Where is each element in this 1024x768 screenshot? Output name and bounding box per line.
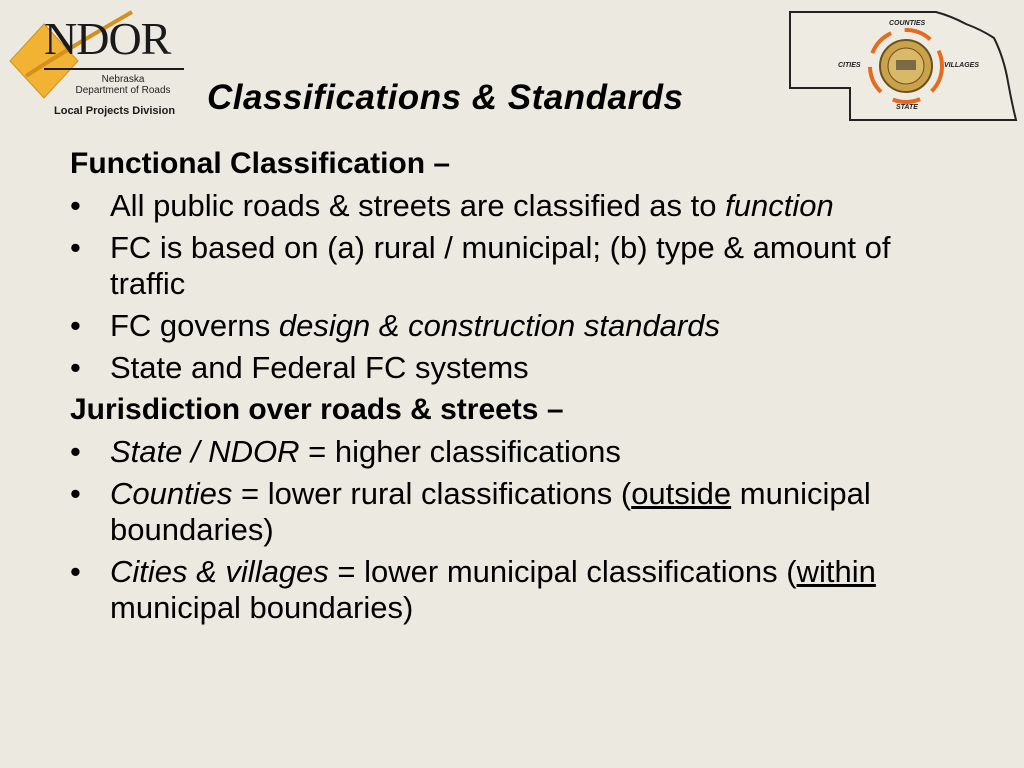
map-label-counties: COUNTIES [889,20,926,27]
bullet-icon: • [70,434,81,469]
logo-divider [44,68,184,70]
logo-subtitle [68,74,178,96]
bullet-icon: • [70,188,81,223]
bullet-item [70,554,970,626]
functional-classification-list [70,188,970,386]
logo-subtitle-line2: Department of Roads [75,85,171,96]
bullet-text: = lower rural classifications ( [232,476,632,511]
bullet-text: State and Federal FC systems [110,350,529,385]
bullet-text: = higher classifications [299,434,621,469]
bullet-emphasis: function [725,188,834,223]
bullet-emphasis: Cities & villages [110,554,329,589]
bullet-item [70,308,970,344]
bullet-item [70,350,970,386]
slide-body [70,146,970,632]
functional-classification-heading: Functional Classification – [70,147,451,180]
bullet-underline: outside [631,476,732,511]
bullet-icon: • [70,554,81,589]
logo-wordmark: NDOR [44,13,171,64]
jurisdiction-heading: Jurisdiction over roads & streets – [70,393,564,426]
bullet-emphasis: design & construction standards [278,308,720,343]
bullet-emphasis: State / NDOR [110,434,300,469]
bullet-icon: • [70,230,81,265]
division-label: Local Projects Division [54,105,176,117]
bullet-text-end: municipal boundaries) [110,476,871,547]
logo-subtitle-line1: Nebraska [101,74,145,85]
nebraska-map-graphic [786,8,1018,124]
bullet-text: FC governs [110,308,279,343]
bullet-icon: • [70,308,81,343]
bullet-text: All public roads & streets are classified as to [110,188,726,223]
map-label-cities: CITIES [838,62,861,69]
bullet-icon: • [70,476,81,511]
bullet-emphasis: Counties [110,476,233,511]
bullet-item [70,188,970,224]
map-label-villages: VILLAGES [944,62,980,69]
bullet-underline: within [796,554,876,589]
bullet-text: FC is based on (a) rural / municipal; (b) type & amount of traffic [110,230,891,301]
jurisdiction-list [70,434,970,626]
map-label-state: STATE [896,104,918,111]
bullet-item [70,230,970,302]
slide-title: Classifications & Standards [207,78,684,117]
bullet-text: = lower municipal classifications ( [328,554,797,589]
bullet-icon: • [70,350,81,385]
bullet-item [70,476,970,548]
bullet-item [70,434,970,470]
bullet-text-end: municipal boundaries) [110,590,414,625]
